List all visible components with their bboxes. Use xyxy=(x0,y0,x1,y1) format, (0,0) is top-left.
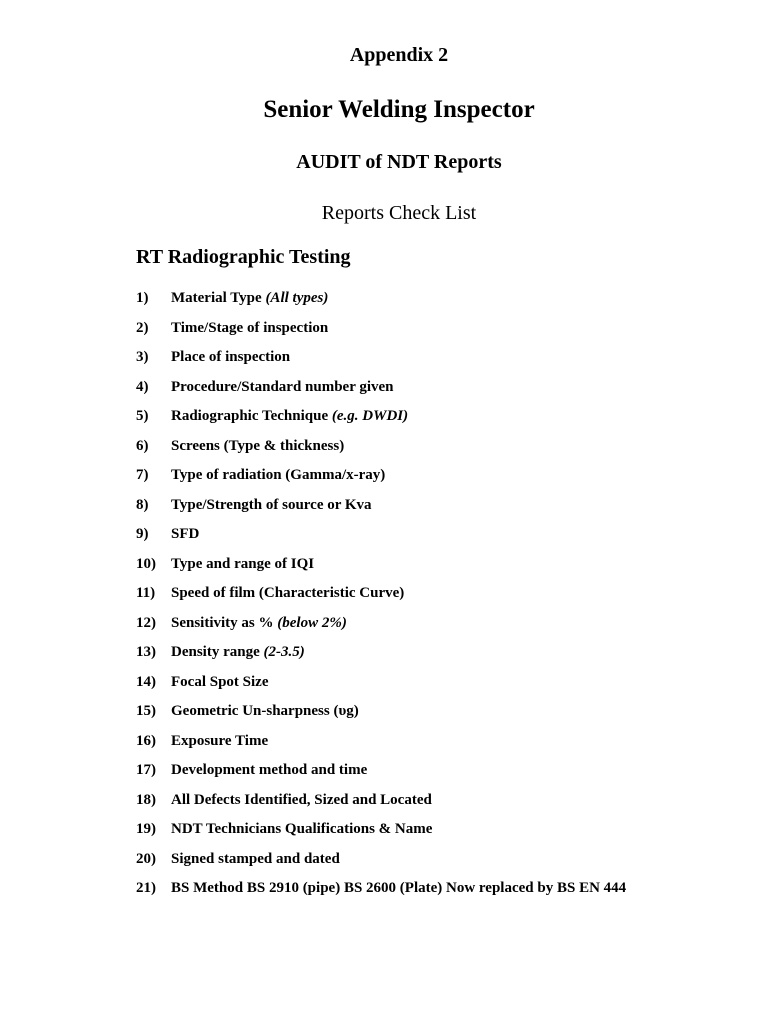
list-item xyxy=(136,526,199,548)
item-text: NDT Technicians Qualifications & Name xyxy=(171,821,433,837)
item-text: Place of inspection xyxy=(171,349,291,365)
item-number: 10) xyxy=(136,555,156,572)
list-item xyxy=(136,556,314,578)
item-text: Focal Spot Size xyxy=(171,673,269,690)
item-number: 13) xyxy=(136,644,156,660)
item-text: Geometric Un-sharpness (υg) xyxy=(171,703,359,719)
list-item xyxy=(136,438,344,460)
item-text: Type/Strength of source or Kva xyxy=(171,496,372,513)
item-text: Time/Stage of inspection xyxy=(171,319,329,336)
item-number: 17) xyxy=(136,762,156,778)
list-item xyxy=(136,792,432,814)
list-item xyxy=(136,467,385,489)
item-number: 2) xyxy=(136,319,149,336)
document-title: Senior Welding Inspector xyxy=(263,96,535,123)
list-item xyxy=(136,644,305,666)
item-number: 19) xyxy=(136,821,156,837)
appendix-heading: Appendix 2 xyxy=(349,44,449,66)
list-item xyxy=(136,497,372,519)
item-number: 6) xyxy=(136,437,149,454)
item-number: 4) xyxy=(136,378,149,395)
item-number: 1) xyxy=(136,290,149,306)
item-number: 20) xyxy=(136,850,156,867)
item-text: Procedure/Standard number given xyxy=(171,378,394,395)
item-text: BS Method BS 2910 (pipe) BS 2600 (Plate) Now replaced by BS EN 444 xyxy=(171,880,627,896)
item-number: 3) xyxy=(136,349,149,365)
list-item xyxy=(136,703,359,725)
item-text: Density range xyxy=(171,644,264,660)
document-subtitle: AUDIT of NDT Reports xyxy=(296,151,502,173)
item-note: (All types) xyxy=(265,290,329,306)
item-number: 15) xyxy=(136,703,156,719)
item-text: Type and range of IQI xyxy=(171,555,315,572)
item-text: All Defects Identified, Sized and Located xyxy=(171,791,432,808)
list-item xyxy=(136,320,328,342)
item-note: (2-3.5) xyxy=(263,644,305,660)
item-text: Development method and time xyxy=(171,762,368,778)
list-item xyxy=(136,880,626,902)
item-note: (e.g. DWDI) xyxy=(331,408,409,424)
item-text: Sensitivity as % xyxy=(171,614,278,631)
item-text: Exposure Time xyxy=(171,732,269,749)
list-item xyxy=(136,851,340,873)
item-number: 21) xyxy=(136,880,156,896)
item-number: 8) xyxy=(136,496,149,513)
item-text: SFD xyxy=(171,526,200,542)
item-number: 18) xyxy=(136,791,156,808)
list-item xyxy=(136,762,367,784)
list-item xyxy=(136,733,268,755)
item-text: Screens (Type & thickness) xyxy=(171,437,345,454)
list-item xyxy=(136,821,432,843)
list-item xyxy=(136,379,394,401)
item-number: 16) xyxy=(136,732,156,749)
list-item xyxy=(136,290,328,312)
item-number: 14) xyxy=(136,673,156,690)
item-number: 12) xyxy=(136,614,156,631)
item-number: 7) xyxy=(136,467,149,483)
list-item xyxy=(136,615,347,637)
list-item xyxy=(136,408,408,430)
section-title: RT Radiographic Testing xyxy=(136,246,351,268)
item-note: (below 2%) xyxy=(277,614,347,631)
item-text: Radiographic Technique xyxy=(171,408,332,424)
item-number: 11) xyxy=(136,585,156,601)
item-text: Signed stamped and dated xyxy=(171,850,340,867)
item-number: 9) xyxy=(136,526,149,542)
checklist-title: Reports Check List xyxy=(321,202,477,224)
item-text: Material Type xyxy=(171,290,266,306)
list-item xyxy=(136,349,290,371)
item-text: Type of radiation (Gamma/x-ray) xyxy=(171,467,386,483)
item-text: Speed of film (Characteristic Curve) xyxy=(171,585,405,601)
list-item xyxy=(136,674,269,696)
item-number: 5) xyxy=(136,408,149,424)
list-item xyxy=(136,585,404,607)
